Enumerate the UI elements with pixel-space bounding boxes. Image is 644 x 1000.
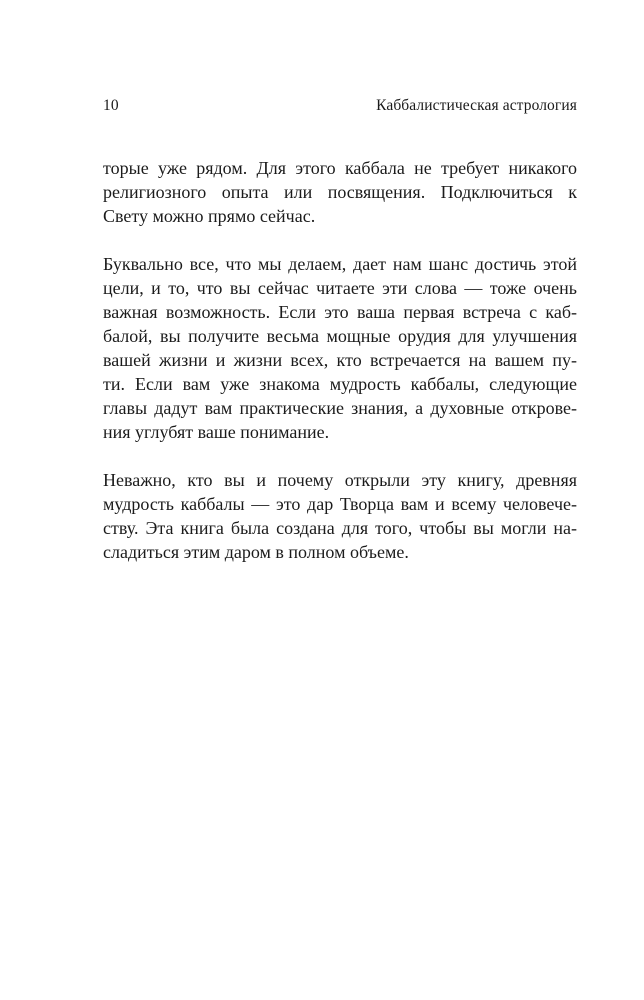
running-title: Каббалистическая астрология	[376, 97, 577, 114]
paragraph-gap	[103, 228, 577, 252]
text-line: мудрость каббалы — это дар Творца вам и всему человече-	[103, 494, 577, 514]
paragraph-gap	[103, 444, 577, 468]
text-line: ству. Эта книга была создана для того, чтобы вы могли на-	[103, 518, 577, 538]
running-head	[103, 96, 577, 116]
text-line: Свету можно прямо сейчас.	[103, 206, 316, 226]
text-line: цели, и то, что вы сейчас читаете эти слова — тоже очень	[103, 278, 577, 298]
text-line: религиозного опыта или посвящения. Подключиться к	[103, 182, 577, 202]
paragraph	[103, 252, 577, 444]
text-line: ния углубят ваше понимание.	[103, 422, 330, 442]
text-line: Неважно, кто вы и почему открыли эту книгу, древняя	[103, 470, 577, 490]
text-line: важная возможность. Если это ваша первая встреча с каб-	[103, 302, 577, 322]
text-line: ти. Если вам уже знакома мудрость каббалы, следующие	[103, 374, 577, 394]
paragraph	[103, 156, 577, 228]
text-line: главы дадут вам практические знания, а духовные открове-	[103, 398, 577, 418]
text-line: торые уже рядом. Для этого каббала не требует никакого	[103, 158, 577, 178]
paragraph	[103, 468, 577, 564]
page-number: 10	[103, 97, 119, 114]
text-line: сладиться этим даром в полном объеме.	[103, 542, 409, 562]
text-line: вашей жизни и жизни всех, кто встречается на вашем пу-	[103, 350, 577, 370]
text-line: Буквально все, что мы делаем, дает нам шанс достичь этой	[103, 254, 577, 274]
text-line: балой, вы получите весьма мощные орудия для улучшения	[103, 326, 577, 346]
body-text	[103, 156, 577, 564]
